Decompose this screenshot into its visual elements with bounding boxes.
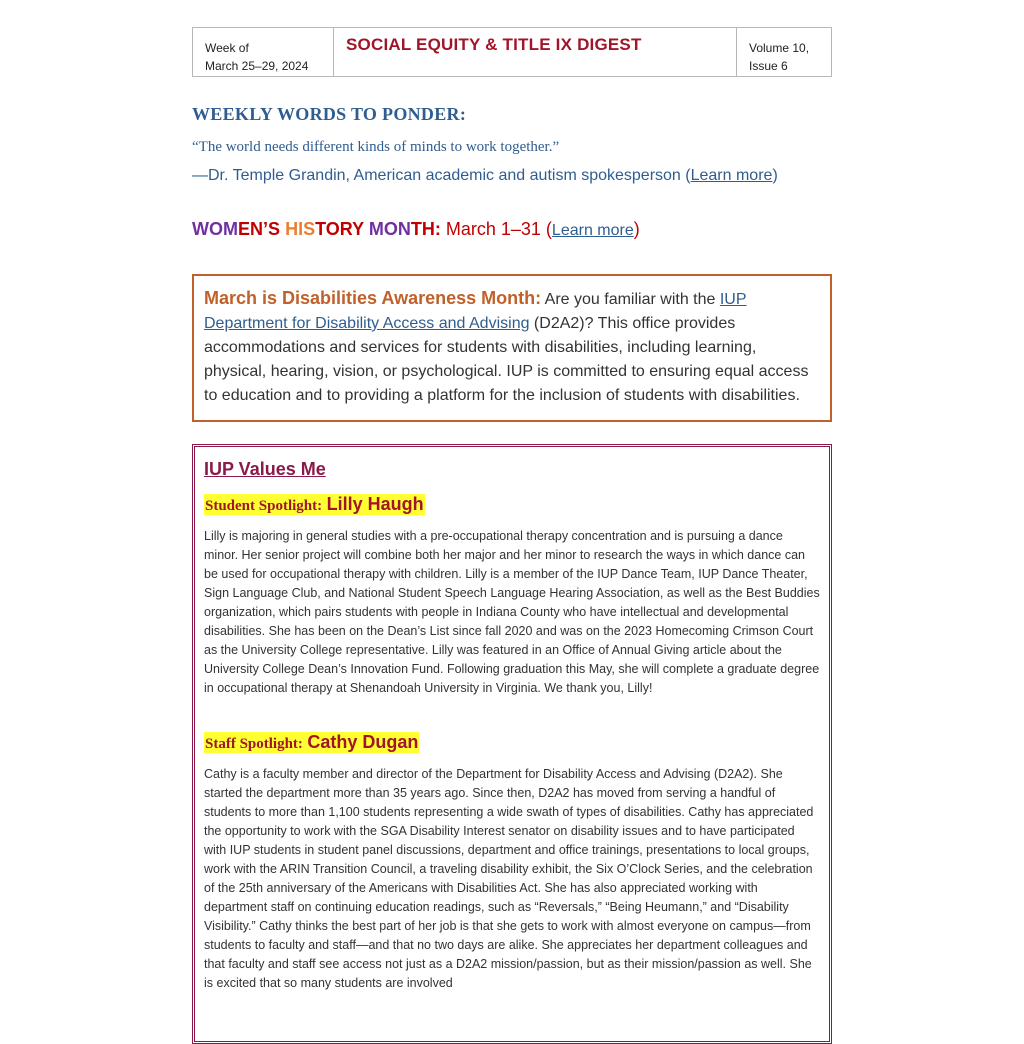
staff-spotlight-heading: [204, 732, 419, 753]
newsletter-page: [192, 27, 832, 1044]
staff-spotlight-label: Staff Spotlight:: [205, 736, 303, 752]
volume-label: Volume 10,: [749, 41, 810, 55]
student-spotlight-name: Lilly Haugh: [326, 494, 424, 514]
whm-letter: I: [298, 219, 304, 239]
ponder-learn-more-link[interactable]: Learn more: [690, 167, 773, 184]
student-spotlight-text: Lilly is majoring in general studies with a pre-occupational therapy concentration and is pursuing a dance minor. Her senior project will combine both her major and her minor to research the ways in which dance can be used for occupational therapy with children. Lilly is a member of the IUP Dance Team, IUP Dance Theater, Sign Language Club, and National Student Speech Language Hearing Association, as well as the Best Buddies organization, which pairs students with people in Indiana County who have intellectual and developmental disabilities. She has been on the Dean’s List since fall 2020 and was on the 2023 Homecoming Crimson Court as the University College representative. Lilly was featured in an Office of Annual Giving article about the University College Dean’s Innovation Fund. Following graduation this May, she will complete a graduate degree in occupational therapy at Shenandoah University in Virginia. We thank you, Lilly!: [204, 529, 820, 695]
whm-letter: M: [223, 219, 239, 239]
disability-heading: March is Disabilities Awareness Month:: [204, 288, 542, 308]
whm-letter: E: [238, 219, 251, 239]
whm-heading: [192, 219, 441, 239]
whm-letter: O: [325, 219, 340, 239]
student-spotlight-label: Student Spotlight:: [205, 498, 323, 514]
masthead: [192, 27, 832, 77]
whm-letter: T: [315, 219, 326, 239]
masthead-title-cell: [334, 28, 737, 76]
whm-letter: N: [250, 219, 264, 239]
attribution-close: ): [772, 167, 778, 184]
whm-letter: T: [410, 219, 422, 239]
d2a2-link[interactable]: IUP Department for Disability Access and Advising: [204, 291, 747, 332]
ponder-heading: WEEKLY WORDS TO PONDER:: [192, 104, 467, 124]
week-dates: March 25–29, 2024: [205, 59, 309, 73]
ponder-attribution: [192, 167, 832, 185]
whm-letter: M: [368, 219, 384, 239]
whm-letter: Y: [352, 219, 364, 239]
newsletter-title: SOCIAL EQUITY & TITLE IX DIGEST: [346, 35, 642, 54]
masthead-issue: [737, 28, 831, 76]
whm-letter: O: [209, 219, 224, 239]
staff-spotlight-name: Cathy Dugan: [307, 732, 419, 752]
whm-letter: W: [192, 219, 209, 239]
attribution-text: —Dr. Temple Grandin, American academic and autism spokesperson (: [192, 167, 691, 184]
iup-values-me-box: [192, 444, 832, 1044]
whm-close: ): [633, 219, 640, 239]
ponder-quote: “The world needs different kinds of minds to work together.”: [192, 139, 560, 155]
issue-label: Issue 6: [749, 59, 788, 73]
whm-letter: N: [397, 219, 411, 239]
student-spotlight-heading: [204, 494, 425, 515]
whm-letter: H: [285, 219, 299, 239]
whm-letter: S: [303, 219, 316, 239]
womens-history-month: [192, 217, 832, 243]
week-label: Week of: [205, 41, 249, 55]
staff-spotlight-text: Cathy is a faculty member and director of the Department for Disability Access and Advising (D2A2). She started the department more than 35 years ago. Since then, D2A2 has moved from serving a handful of students to more than 1,100 students representing a wide swath of types of disabilities. Cathy has appreciated the opportunity to work with the SGA Disability Interest senator on disability issues and to have participated with IUP students in student panel discussions, department and office trainings, presentations to local groups, work with the ARIN Transition Council, a traveling disability exhibit, the Six O’Clock Series, and the celebration of the 25th anniversary of the Americans with Disabilities Act. She has also appreciated working with department staff on continuing education readings, such as “Reversals,” “Being Heumann,” and “Disability Visibility.” Cathy thinks the best part of her job is that she gets to work with almost everyone on campus—from students to faculty and staff—and that no two days are alike. She appreciates her department colleagues and that faculty and staff see access not just as a D2A2 mission/passion, but as their mission/passion as well. She is excited that so many students are involved: [204, 767, 814, 990]
whm-learn-more-link[interactable]: Learn more: [551, 222, 634, 239]
masthead-week: [193, 28, 334, 76]
disability-text-after: (D2A2)? This office provides accommodations and services for students with disabilities, including learning, physical, hearing, vision, or psychological. IUP is committed to ensuring equal access to education and to providing a platform for the inclusion of students with disabilities.: [204, 315, 809, 404]
disability-awareness-box: [192, 274, 832, 422]
whm-letter: ’: [263, 219, 269, 239]
whm-letter: R: [339, 219, 353, 239]
whm-dates: March 1–31 (: [440, 219, 552, 239]
whm-letter: S: [268, 219, 281, 239]
disability-text-before: Are you familiar with the: [541, 291, 720, 308]
whm-letter: O: [383, 219, 398, 239]
whm-letter: H: [421, 219, 435, 239]
values-title: IUP Values Me: [204, 459, 326, 479]
whm-letter: :: [434, 219, 441, 239]
